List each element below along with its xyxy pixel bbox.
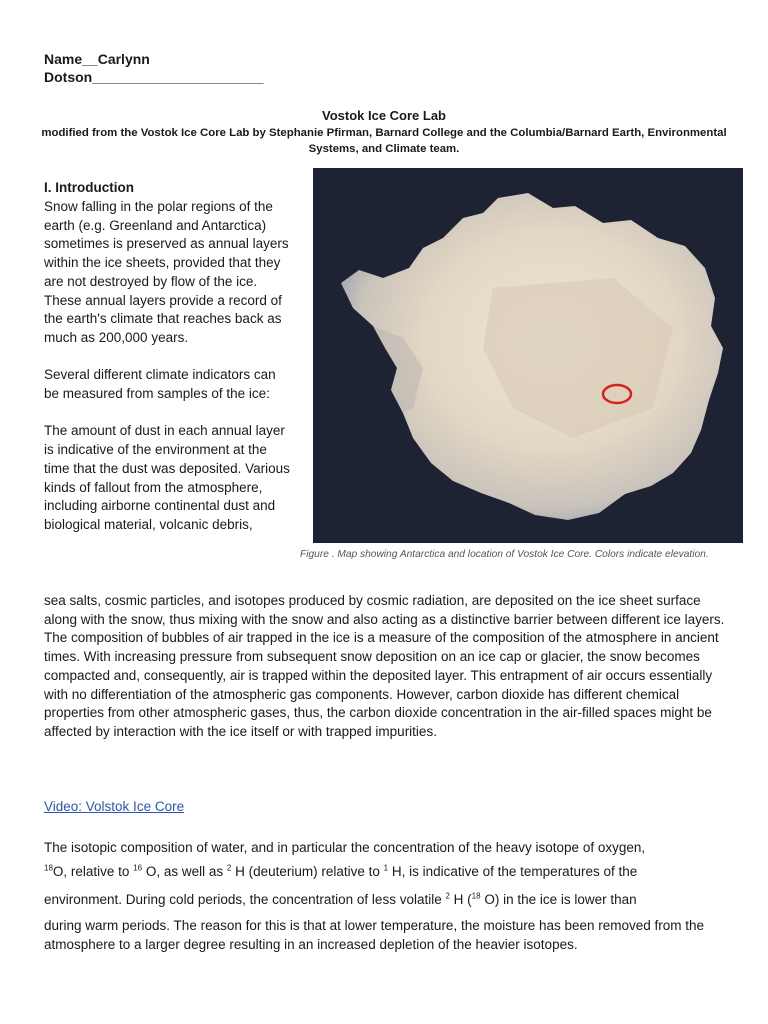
antarctica-map-svg [313,168,743,543]
text-segment: O) in the ice is lower than [480,892,637,907]
document-title: Vostok Ice Core Lab [321,108,446,123]
name-line: Name__Carlynn [44,51,150,67]
sup-16: 16 [133,863,143,873]
isotope-line-3 [44,888,734,912]
text-segment: H, is indicative of the temperatures of the [388,864,638,879]
text-segment: O, as well as [142,864,227,879]
intro-paragraph-1: Snow falling in the polar regions of the earth (e.g. Greenland and Antarctica) sometimes is preserved as annual layers within the ice sheets, provided that they are not destroyed by flow of the ice. These annual layers provide a record of the earth's climate that reaches back as much as 200,000 years. [44,199,289,345]
text-segment: O, relative to [52,864,134,879]
figure-caption: Figure . Map showing Antarctica and location of Vostok Ice Core. Colors indicate elevation. [300,549,709,560]
text-segment: environment. During cold periods, the concentration of less volatile [44,892,446,907]
antarctica-map-image [313,168,743,543]
sup-18: 18 [44,863,53,873]
name-block [44,50,264,86]
isotope-line-2 [44,860,734,884]
isotope-paragraph [44,836,734,954]
text-segment: H ( [449,892,472,907]
intro-paragraph-4: The composition of bubbles of air trapped in the ice is a measure of the composition of the atmosphere in ancient times. With increasing pressure from subsequent snow deposition on an ice cap or glacier, the snow becomes compacted and, consequently, air is trapped within the deposited layer. This entrapment of air occurs essentially with no differentiation of the atmospheric gas components. However, carbon dioxide has different chemical properties from other atmospheric gases, thus, the carbon dioxide concentration in the air-filled spaces might be affected by interaction with the ice itself or with trapped impurities. [44,630,719,739]
intro-paragraph-3-start: The amount of dust in each annual layer is indicative of the environment at the time that the dust was deposited. Various kinds of fallout from the atmosphere, including airborne continental dust and biological material, volcanic debris, [44,423,290,532]
text-segment: H (deuterium) relative to [231,864,384,879]
video-link[interactable]: Video: Volstok Ice Core [44,799,185,814]
name-line-2: Dotson______________________ [44,69,264,85]
sup-18: 18 [471,891,481,901]
intro-column [44,198,294,535]
intro-paragraph-3-end: sea salts, cosmic particles, and isotopes produced by cosmic radiation, are deposited on the ice sheet surface along with the snow, thus mixing with the snow and also acting as a distinctive barrier between different ice layers. [44,593,725,627]
intro-paragraph-2: Several different climate indicators can be measured from samples of the ice: [44,367,276,402]
sup-2: 2 [445,891,450,901]
isotope-line-4: during warm periods. The reason for this is that at lower temperature, the moisture has been removed from the atmosphere to a larger degree resulting in an increased depletion of the heavier isotopes. [44,918,705,952]
isotope-line-1: The isotopic composition of water, and in particular the concentration of the heavy isotope of oxygen, [44,840,646,855]
section-heading-introduction: I. Introduction [44,180,134,195]
sup-2: 2 [226,863,232,873]
document-subtitle: modified from the Vostok Ice Core Lab by Stephanie Pfirman, Barnard College and the Columbia/Barnard Earth, Environmental Systems, and Climate team. [41,127,727,155]
intro-wide-text [44,592,734,742]
sup-1: 1 [383,863,389,873]
